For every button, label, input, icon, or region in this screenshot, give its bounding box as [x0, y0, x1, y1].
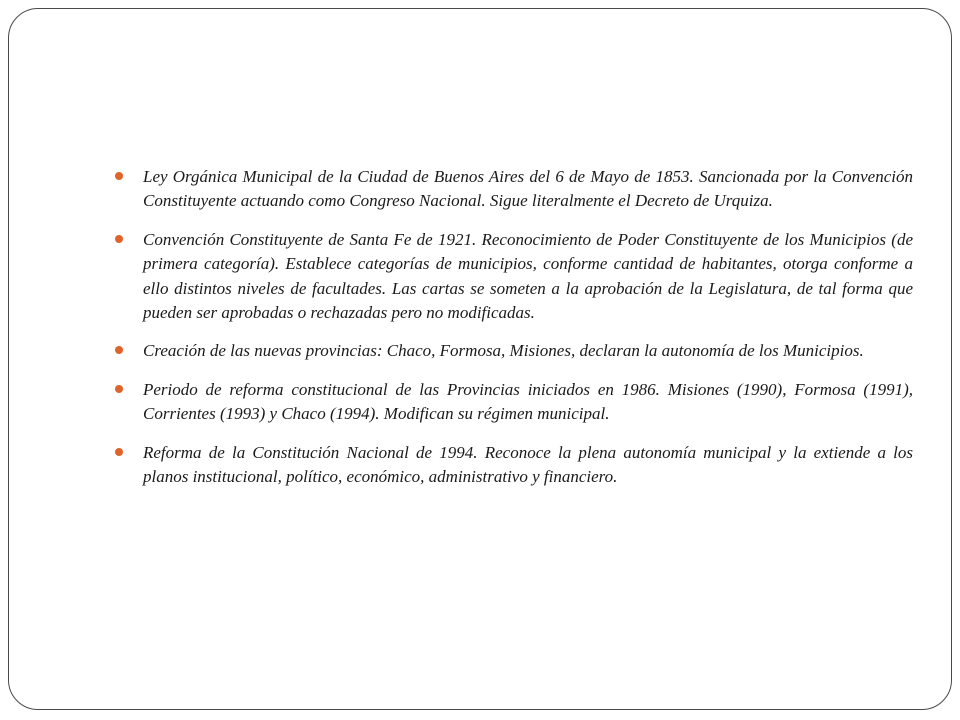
bullet-dot-icon: [115, 448, 123, 456]
bullet-text: Ley Orgánica Municipal de la Ciudad de Buenos Aires del 6 de Mayo de 1853. Sancionada por la Convención Constituyente actuando como Congreso Nacional. Sigue literalmente el Decreto de Urquiza.: [143, 167, 913, 211]
list-item: [115, 441, 913, 490]
list-item: [115, 165, 913, 214]
bullet-list: [115, 165, 913, 503]
bullet-dot-icon: [115, 235, 123, 243]
list-item: [115, 339, 913, 363]
list-item: [115, 228, 913, 326]
bullet-dot-icon: [115, 346, 123, 354]
list-item: [115, 378, 913, 427]
bullet-text: Periodo de reforma constitucional de las Provincias iniciados en 1986. Misiones (1990), Formosa (1991), Corrientes (1993) y Chaco (1994). Modifican su régimen municipal.: [143, 379, 913, 424]
slide-frame: [8, 8, 952, 710]
bullet-text: Reforma de la Constitución Nacional de 1994. Reconoce la plena autonomía municipal y la extiende a los planos institucional, político, económico, administrativo y financiero.: [143, 442, 913, 487]
bullet-dot-icon: [115, 385, 123, 393]
bullet-dot-icon: [115, 172, 123, 180]
bullet-text: Creación de las nuevas provincias: Chaco, Formosa, Misiones, declaran la autonomía de los Municipios.: [143, 341, 864, 361]
bullet-text: Convención Constituyente de Santa Fe de 1921. Reconocimiento de Poder Constituyente de los Municipios (de primera categoría). Establece categorías de municipios, conforme cantidad de habitantes, otorga conforme a ello distintos niveles de facultades. Las cartas se someten a la aprobación de la Legislatura, de tal forma que pueden ser aprobadas o rechazadas pero no modificadas.: [143, 229, 913, 323]
